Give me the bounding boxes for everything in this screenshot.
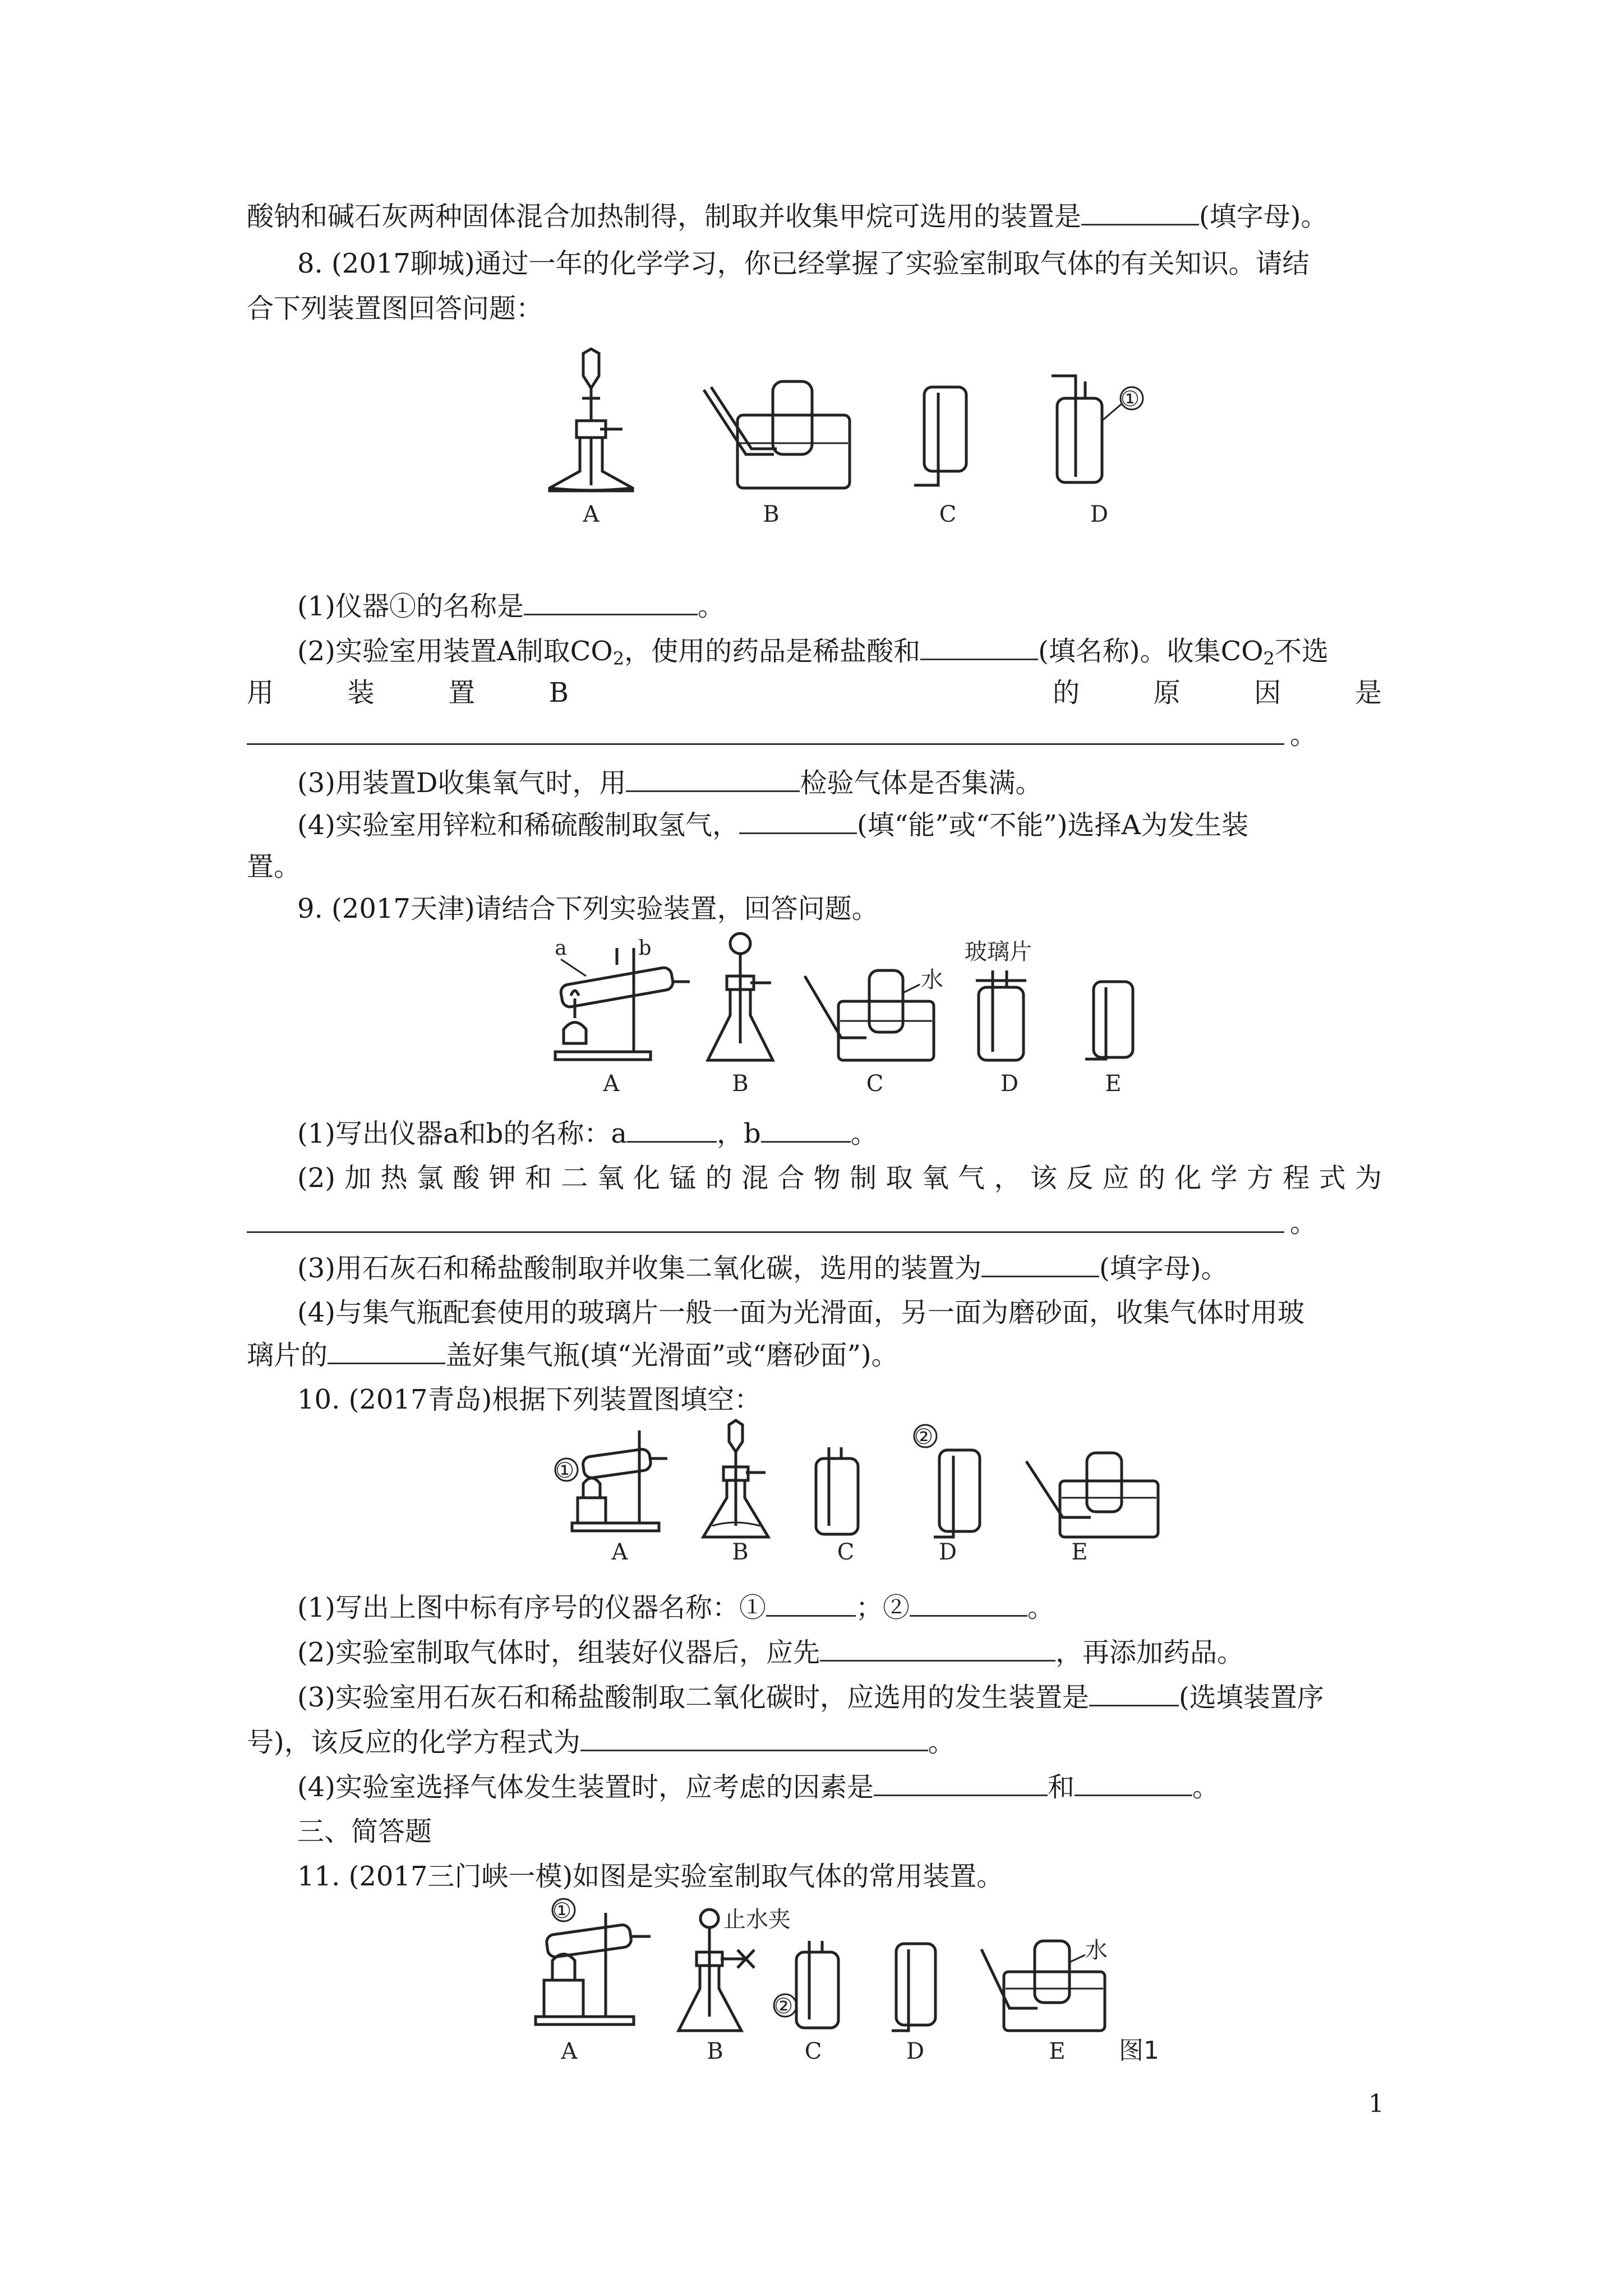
text-line: 璃片的 盖好集气瓶(填“光滑面”或“磨砂面”)。 [247,1338,898,1372]
label-a-letter: a [555,937,567,960]
question-10-title: 10. (2017青岛)根据下列装置图填空： [297,1384,762,1415]
answer-blank[interactable] [247,1231,1284,1233]
text-line: (1)仪器①的名称是 。 [297,589,725,623]
answer-blank[interactable] [524,589,698,615]
label-c: C [837,1539,855,1565]
label-b: B [732,1539,749,1565]
figure-caption: 图1 [1119,2036,1159,2065]
figure-q11-apparatus [0,1896,1623,2076]
label-d: D [1000,1071,1019,1097]
label-b: B [763,501,780,527]
answer-blank[interactable] [626,766,800,792]
marker-1: ① [555,1458,575,1483]
answer-blank[interactable] [910,1590,1027,1617]
apparatus-b-trough [704,381,850,488]
label-clamp: 止水夹 [723,1907,791,1932]
text-line: (2)实验室制取气体时，组装好仪器后，应先 ，再添加药品。 [297,1635,1244,1669]
label-e: E [1105,1071,1122,1097]
text-line: 。 [1290,1207,1317,1239]
text-line: 酸钠和碱石灰两种固体混合加热制得，制取并收集甲烷可选用的装置是 (填字母)。 [247,199,1327,233]
text-line: (3)实验室用石灰石和稀盐酸制取二氧化碳时，应选用的发生装置是 (选填装置序 [297,1680,1324,1714]
answer-blank[interactable] [874,1770,1048,1796]
figure-q10-apparatus [0,1419,1623,1588]
answer-blank[interactable] [247,743,1284,745]
label-a: A [611,1539,628,1565]
label-b: B [732,1071,749,1097]
answer-blank[interactable] [1089,1680,1179,1706]
apparatus-c-bottle [816,1447,858,1534]
marker-1: ① [552,1898,572,1923]
apparatus-a-heating [555,948,690,1060]
marker-2: ② [774,1994,794,2018]
apparatus-d-bottle [892,1944,935,2031]
text-line: (4)与集气瓶配套使用的玻璃片一般一面为光滑面，另一面为磨砂面，收集气体时用玻 [297,1297,1304,1328]
spread-line: 用 装 置 B 的 原 因 是 [247,677,1382,708]
label-water: 水 [921,967,943,993]
figure-q8-apparatus [0,337,1623,561]
apparatus-b-flask [708,933,773,1060]
text-line: (3)用石灰石和稀盐酸制取并收集二氧化碳，选用的装置为 (填字母)。 [297,1251,1228,1285]
question-8-title: 8. (2017聊城)通过一年的化学学习，你已经掌握了实验室制取气体的有关知识。请结 [297,248,1310,279]
label-d: D [1090,501,1109,527]
text-line: (4)实验室用锌粒和稀硫酸制取氢气， (填“能”或“不能”)选择A为发生装 [297,808,1248,842]
answer-blank[interactable] [580,1725,928,1751]
page-number: 1 [1368,2090,1384,2118]
answer-blank[interactable] [627,1116,717,1143]
section-heading: 三、简答题 [297,1816,432,1847]
label-d: D [906,2039,925,2064]
answer-blank[interactable] [920,634,1038,660]
apparatus-b-flask [703,1420,768,1537]
answer-blank[interactable] [328,1338,445,1364]
apparatus-c-trough [805,970,934,1060]
label-b: B [707,2039,723,2064]
label-e: E [1071,1539,1088,1565]
text-line: 置。 [247,851,301,882]
apparatus-e-trough [1026,1453,1158,1537]
text-line: (1)写出上图中标有序号的仪器名称：① ；② 。 [297,1590,1054,1625]
text-line: (2)实验室用装置A制取$CO_2$，使用的药品是稀盐酸和 (填名称)。收集$CO_2$不选 [297,634,1329,675]
label-a: A [561,2039,578,2064]
answer-blank[interactable] [981,1251,1099,1277]
figure-q9-apparatus [0,931,1623,1111]
text-line: (4)实验室选择气体发生装置时，应考虑的因素是 和 。 [297,1770,1219,1804]
answer-blank[interactable] [1075,1770,1192,1796]
text-line: 合下列装置图回答问题： [247,293,543,324]
marker-2: ② [914,1424,934,1449]
answer-blank[interactable] [739,808,857,834]
text-line: (3)用装置D收集氧气时，用 检验气体是否集满。 [297,766,1043,800]
apparatus-a-flask-funnel [550,349,633,491]
apparatus-e-bottle [1085,982,1133,1059]
apparatus-d-bottle [976,970,1026,1060]
answer-blank[interactable] [761,1116,851,1143]
marker-1: ① [1121,386,1140,411]
label-c: C [804,2039,822,2064]
question-11-title: 11. (2017三门峡一模)如图是实验室制取气体的常用装置。 [297,1861,1004,1892]
text-line: 号)，该反应的化学方程式为 。 [247,1725,955,1759]
apparatus-c-bottle [914,387,966,485]
question-9-title: 9. (2017天津)请结合下列实验装置，回答问题。 [297,893,879,924]
text-line: 。 [1290,719,1317,751]
text-line: (1)写出仪器a和b的名称：a ，b 。 [297,1116,878,1151]
label-b-letter: b [638,937,652,960]
label-c: C [866,1071,884,1097]
label-e: E [1049,2039,1066,2064]
label-d: D [938,1539,957,1565]
label-c: C [939,501,957,527]
answer-blank[interactable] [1081,199,1199,226]
label-a: A [583,501,600,527]
label-glass-plate: 玻璃片 [965,939,1032,965]
label-a: A [603,1071,620,1097]
spread-line: (2) 加 热 氯 酸 钾 和 二 氧 化 锰 的 混 合 物 制 取 氧 气 ， 该 反 应 的 化 学 方 程 式 为 [297,1162,1382,1194]
label-water: 水 [1085,1938,1108,1963]
answer-blank[interactable] [766,1590,856,1617]
answer-blank[interactable] [820,1635,1055,1662]
